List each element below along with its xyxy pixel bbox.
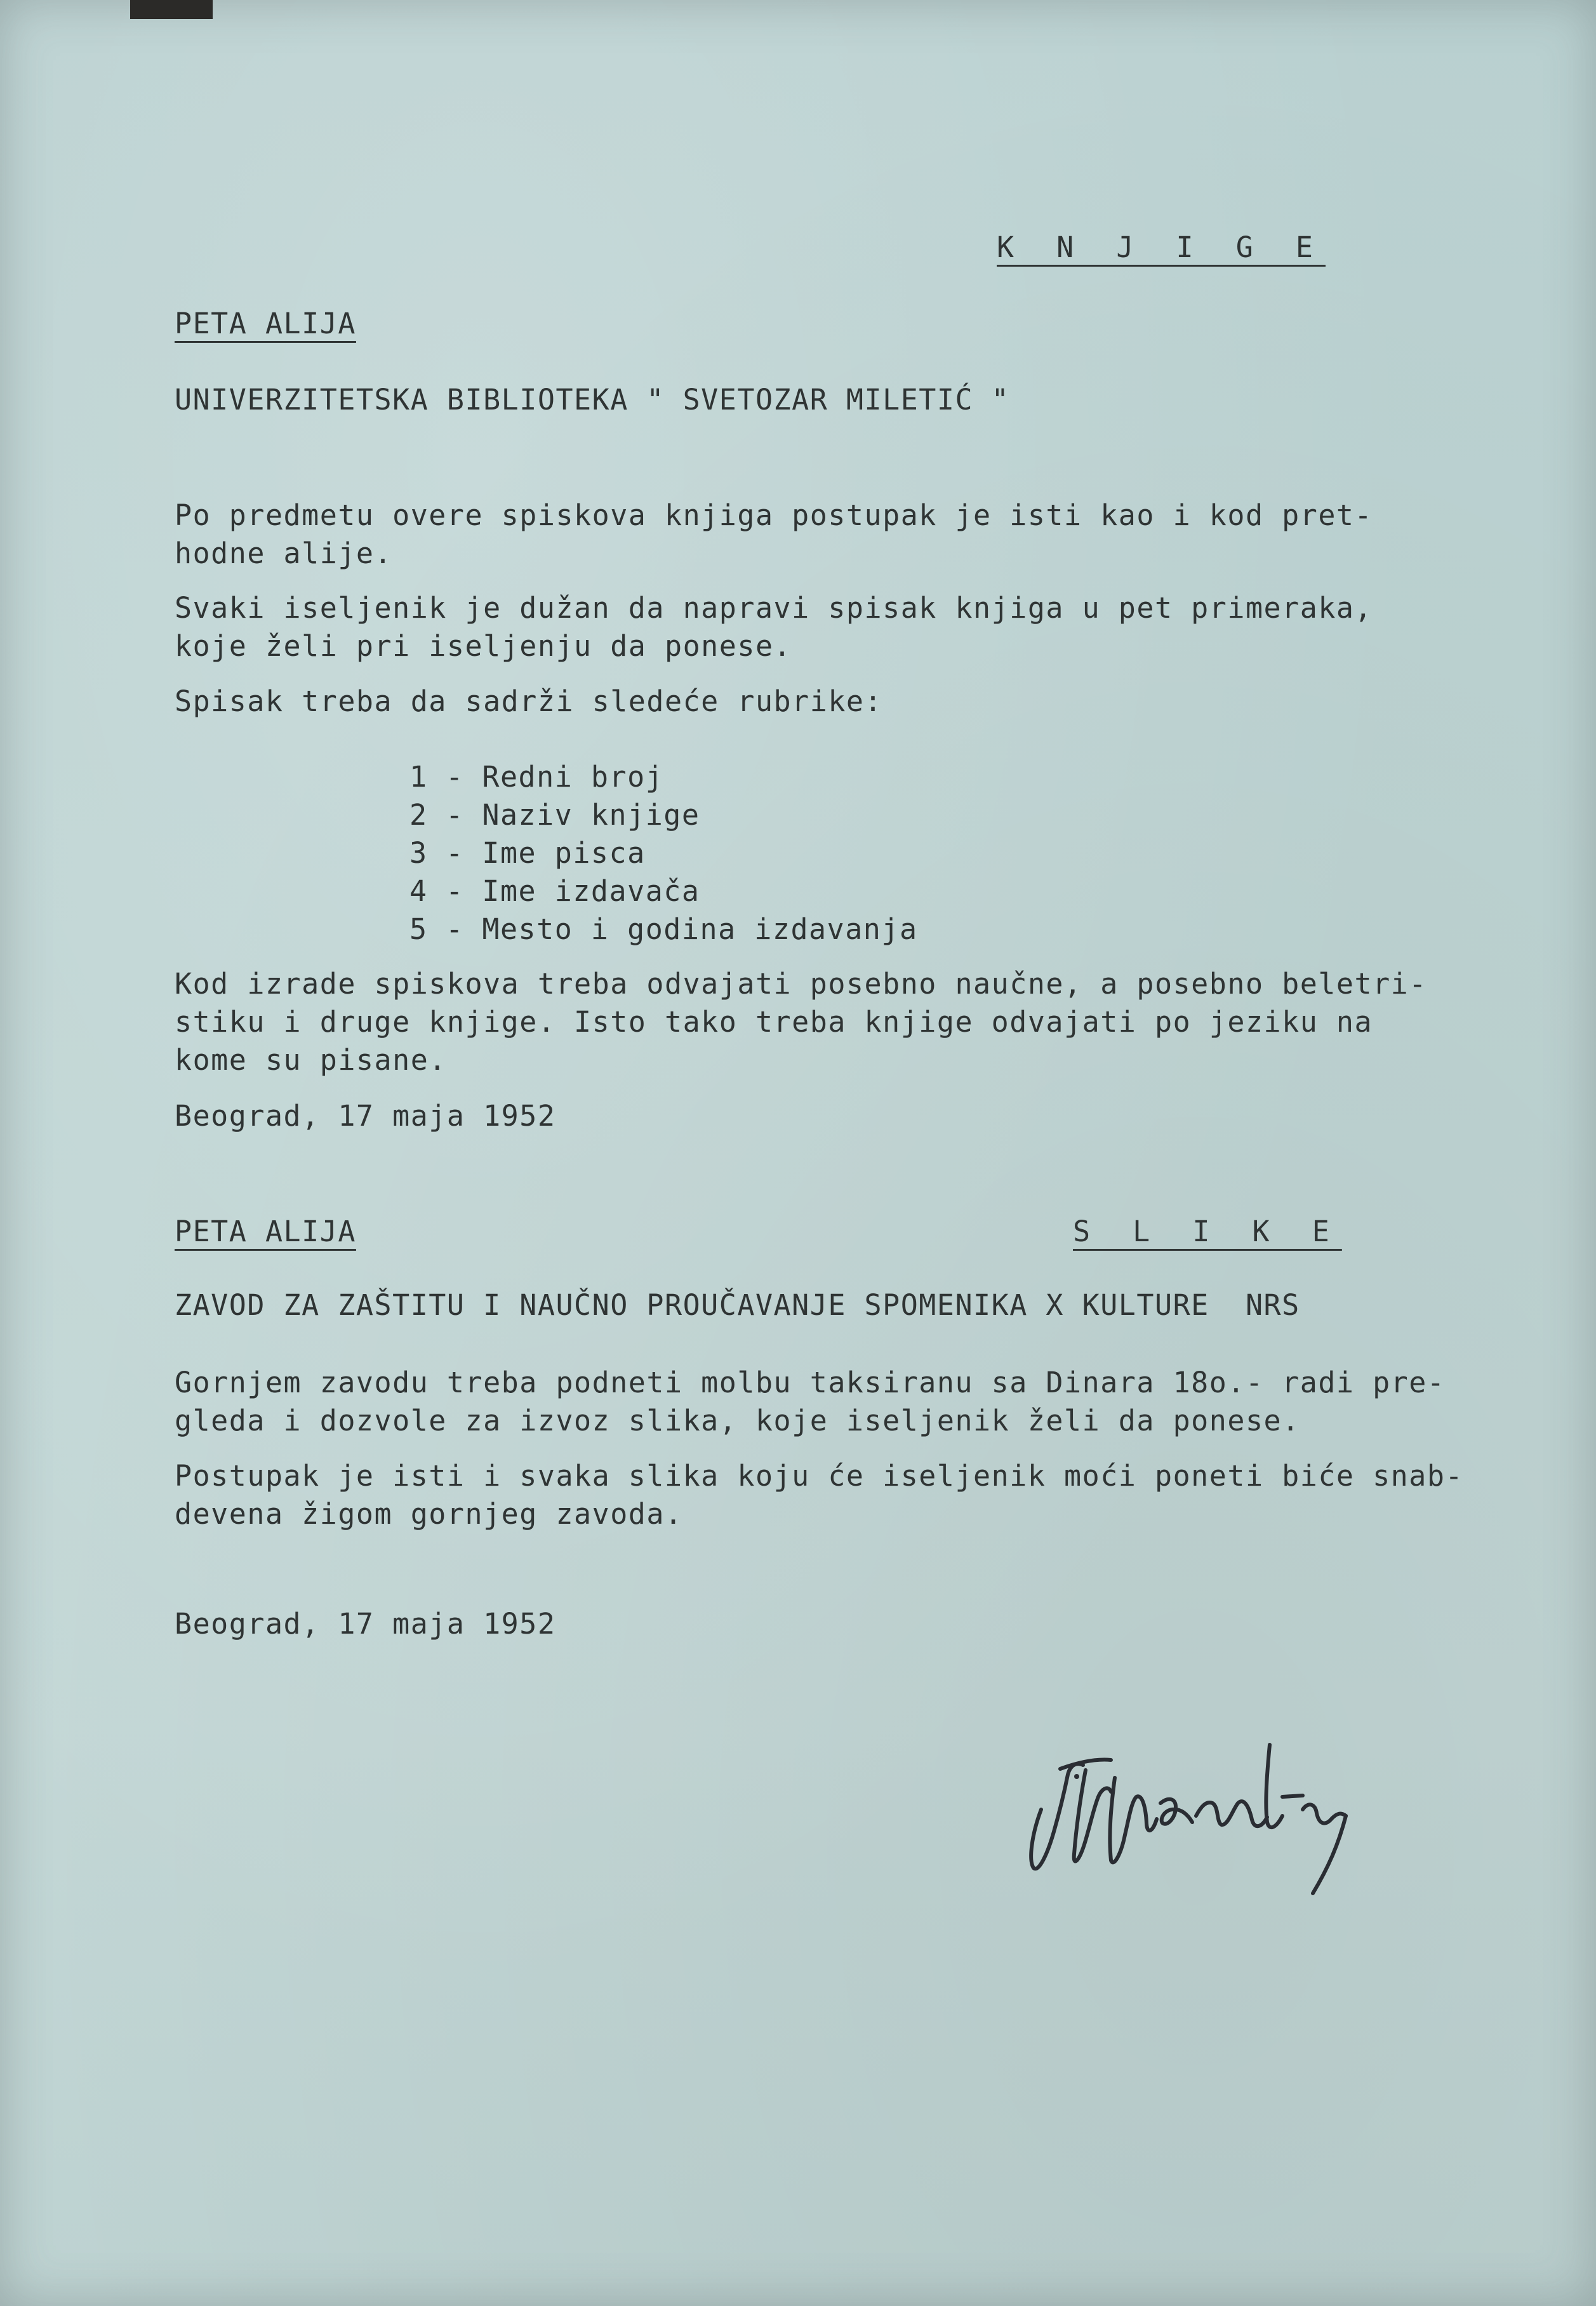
list-item: 3 - Ime pisca <box>409 836 646 870</box>
pictures-institution: ZAVOD ZA ZAŠTITU I NAUČNO PROUČAVANJE SPOMENIKA X KULTURE NRS <box>175 1288 1300 1322</box>
pictures-para2-line2: devena žigom gornjeg zavoda. <box>175 1497 683 1531</box>
pictures-para1-line2: gleda i dozvole za izvoz slika, koje iseljenik želi da ponese. <box>175 1404 1300 1437</box>
signature-icon <box>1016 1702 1371 1905</box>
books-heading: K N J I G E <box>997 230 1326 264</box>
list-item: 1 - Redni broj <box>409 760 664 794</box>
books-para4-line2: stiku i druge knjige. Isto tako treba knjige odvajati po jeziku na <box>175 1005 1373 1039</box>
pictures-section-label: PETA ALIJA <box>175 1215 356 1248</box>
books-institution: UNIVERZITETSKA BIBLIOTEKA " SVETOZAR MILETIĆ " <box>175 383 1010 417</box>
pictures-para1-line1: Gornjem zavodu treba podneti molbu taksiranu sa Dinara 18o.- radi pre- <box>175 1366 1446 1399</box>
pictures-para2-line1: Postupak je isti i svaka slika koju će iseljenik moći poneti biće snab- <box>175 1459 1464 1493</box>
books-para3: Spisak treba da sadrži sledeće rubrike: <box>175 684 883 718</box>
books-para1-line1: Po predmetu overe spiskova knjiga postupak je isti kao i kod pret- <box>175 498 1373 532</box>
books-para4-line3: kome su pisane. <box>175 1043 447 1077</box>
books-para1-line2: hodne alije. <box>175 537 393 570</box>
books-section-label: PETA ALIJA <box>175 307 356 340</box>
list-item: 4 - Ime izdavača <box>409 874 700 908</box>
list-item: 5 - Mesto i godina izdavanja <box>409 912 918 946</box>
books-date: Beograd, 17 maja 1952 <box>175 1099 556 1133</box>
books-para2-line2: koje želi pri iseljenju da ponese. <box>175 629 792 663</box>
list-item: 2 - Naziv knjige <box>409 798 700 832</box>
books-para4-line1: Kod izrade spiskova treba odvajati posebno naučne, a posebno beletri- <box>175 967 1427 1001</box>
pictures-date: Beograd, 17 maja 1952 <box>175 1607 556 1641</box>
books-para2-line1: Svaki iseljenik je dužan da napravi spisak knjiga u pet primeraka, <box>175 591 1373 625</box>
pictures-heading: S L I K E <box>1073 1215 1342 1248</box>
